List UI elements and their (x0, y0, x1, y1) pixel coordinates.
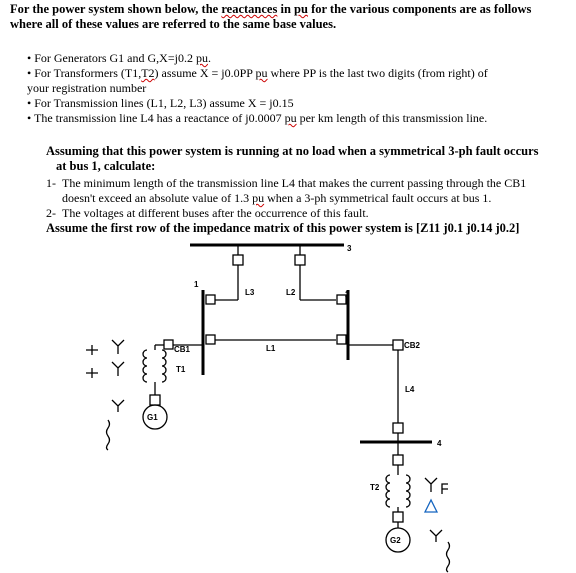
bullet-text: For Transformers (T1, (34, 66, 142, 80)
wye-t1-icon (112, 340, 124, 354)
wye-g1-icon (112, 400, 124, 412)
bullet-generators: • For Generators G1 and G,X=j0.2 pu. (27, 51, 211, 65)
wye-g2-icon (430, 530, 442, 542)
l4-breaker-bottom (393, 423, 403, 433)
t2-label: T2 (370, 483, 380, 492)
cb2-breaker (393, 340, 403, 350)
bullet-transformers-cont: your registration number (27, 81, 147, 95)
pu-word: pu (255, 66, 268, 80)
cb1-breaker (164, 340, 173, 349)
bullet-text: where PP is the last two digits (from right) of (267, 66, 488, 80)
bullet-text: per km length of this transmission line. (296, 111, 488, 125)
item-number: 2- (46, 206, 56, 220)
bullet-text: ) assume X = j0.0PP (154, 66, 256, 80)
pu-word: pu (294, 2, 308, 16)
g2-label: G2 (390, 536, 401, 545)
reactances-word: reactances (221, 2, 278, 16)
l2-label: L2 (286, 288, 296, 297)
t2-word: T2 (141, 66, 155, 80)
t1-primary-coil (143, 350, 147, 382)
bullet-text: The transmission line L4 has a reactance of j0.0007 (33, 111, 285, 125)
pu-word: pu (284, 111, 297, 125)
l3-label: L3 (245, 288, 255, 297)
bus-4-label: 4 (437, 439, 442, 448)
item-text: The minimum length of the transmission line L4 that makes the current passing through the CB1 (62, 176, 527, 190)
item-text: The voltages at different buses after the occurrence of this fault. (62, 206, 369, 220)
pu-word: pu (252, 191, 265, 205)
pu-word: pu (195, 51, 208, 65)
g2-breaker (393, 512, 403, 522)
l1-breaker-bus1 (206, 335, 215, 344)
bullet-l4: • The transmission line L4 has a reactance of j0.0007 pu per km length of this transmission line. (27, 111, 488, 125)
item-text: doesn't exceed an absolute value of 1.3 (62, 191, 253, 205)
intro-line-2: where all of these values are referred to the same base values. (10, 17, 337, 31)
question-line-2: at bus 1, calculate: (56, 159, 156, 173)
g1-label: G1 (147, 413, 158, 422)
l1-label: L1 (266, 344, 276, 353)
l3-breaker-bus1 (206, 295, 215, 304)
t2-breaker (393, 455, 403, 465)
g1-breaker (150, 395, 160, 405)
cb1-label: CB1 (174, 345, 191, 354)
intro-text: for the various components are as follows (307, 2, 532, 16)
l1-breaker-bus2 (337, 335, 346, 344)
g1-ground-impedance (107, 420, 110, 450)
ground-t1-icon (86, 345, 98, 355)
l3-breaker-top (233, 255, 243, 265)
t2-secondary-coil (406, 475, 410, 507)
question-line-1: Assuming that this power system is running at no load when a symmetrical 3-ph fault occurs (46, 144, 539, 158)
t1-label: T1 (176, 365, 186, 374)
item-text: when a 3-ph symmetrical fault occurs at bus 1. (264, 191, 492, 205)
intro-text: For the power system shown below, the (10, 2, 222, 16)
intro-text: in (277, 2, 295, 16)
bullet-text: For Generators G1 and G,X=j0.2 (34, 51, 196, 65)
bullet-text: For Transmission lines (L1, L2, L3) assume X = j0.15 (34, 96, 294, 110)
ground-icon (442, 484, 448, 494)
l4-label: L4 (405, 385, 415, 394)
cb2-label: CB2 (404, 341, 421, 350)
ground-t1b-icon (86, 368, 98, 378)
bus-2-label: 2 (345, 290, 350, 299)
bus-3-label: 3 (347, 244, 352, 253)
item-number: 1- (46, 176, 56, 190)
bullet-lines: • For Transmission lines (L1, L2, L3) assume X = j0.15 (27, 96, 294, 110)
bullet-transformers: • For Transformers (T1,T2) assume X = j0.0PP pu where PP is the last two digits (from right) of (27, 66, 488, 80)
wye-icon (425, 478, 437, 492)
bus-1-label: 1 (194, 280, 199, 289)
bullet-text: . (207, 51, 211, 65)
impedance-assumption: Assume the first row of the impedance matrix of this power system is [Z11 j0.1 j0.14 j0.2] (46, 221, 520, 235)
delta-icon (425, 500, 437, 512)
wye-t1b-icon (112, 362, 124, 376)
g2-ground-impedance (447, 542, 450, 572)
t1-secondary-coil (162, 350, 166, 382)
t2-primary-coil (386, 475, 390, 507)
l2-breaker-top (295, 255, 305, 265)
